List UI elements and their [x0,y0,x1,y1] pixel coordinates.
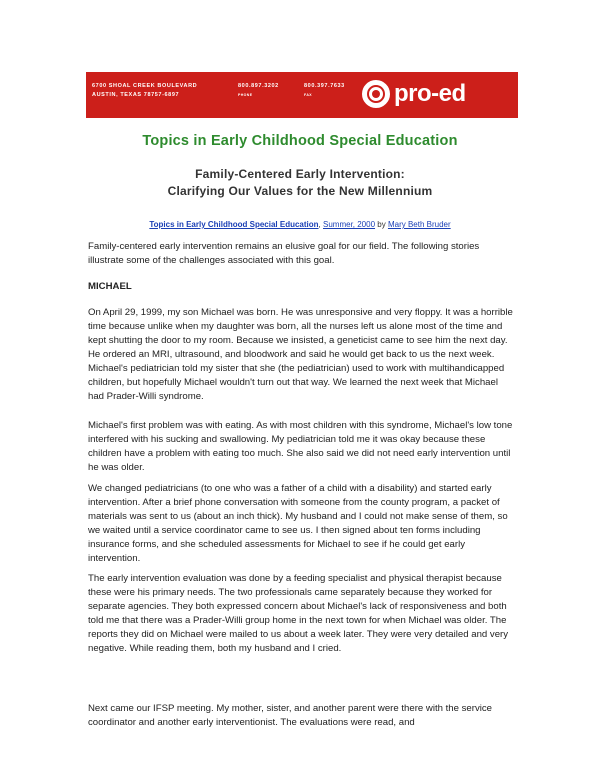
issue-link[interactable]: Summer, 2000 [323,220,376,229]
journal-title: Topics in Early Childhood Special Education [142,133,458,149]
address-line-1: 6700 SHOAL CREEK BOULEVARD [92,83,198,89]
pro-ed-seal-icon [362,80,390,108]
section-heading: MICHAEL [88,281,132,292]
publisher-address [92,82,197,100]
phone-label: PHONE [238,93,253,97]
fax-number: 800.397.7633 [304,83,345,89]
article-title [0,166,600,200]
article-title-line-1: Family-Centered Early Intervention: [195,167,405,181]
paragraph-1: On April 29, 1999, my son Michael was born. He was unresponsive and very floppy. It was a horrible time because unlike when my daughter was born, all the nurses left us alone most of the time and kept shutting the door to my room. Because we insisted, a geneticist came to see him the next day. He ordered an MRI, ultrasound, and bloodwork and said he would get back to us the next week. Michael's pediatrician told my sister that she (the pediatrician) used to work with multihandicapped children, but hopefully Michael wouldn't turn out that way. We learned the next week that Michael had Prader-Willi syndrome. [88,307,513,402]
article-title-line-2: Clarifying Our Values for the New Millennium [167,184,433,198]
phone-number: 800.897.3202 [238,83,279,89]
address-line-2: AUSTIN, TEXAS 78757-6897 [92,92,180,98]
paragraph-5: Next came our IFSP meeting. My mother, sister, and another parent were there with the service coordinator and another early interventionist. The evaluations were read, and [88,703,493,728]
paragraph-4: The early intervention evaluation was done by a feeding specialist and physical therapist because these were his primary needs. The two professionals came separately because they worked for separate agencies. They both expressed concern about Michael's lack of responsiveness and both told me that there was a Prader-Willi group home in the next town for when Michael was older. The reports they did on Michael were mailed to us about a week later. They were very detailed and very negative. While reading them, both my husband and I cried. [88,573,509,654]
byline: Topics in Early Childhood Special Education, Summer, 2000 by Mary Beth Bruder [149,220,451,229]
publisher-fax [304,82,345,100]
fax-label: FAX [304,93,313,97]
paragraph-3: We changed pediatricians (to one who was a father of a child with a disability) and started early intervention. After a brief phone conversation with someone from the county program, a packet of materials was sent to us (about an inch thick). My husband and I could not make sense of them, so we waited until a service coordinator came to see us. I then signed about ten forms including insurance forms, and she scheduled assessments for Michael to see if he could get early intervention. [88,483,508,564]
publisher-banner [86,72,518,118]
byline-by: by [377,220,386,229]
publisher-phone [238,82,279,100]
paragraph-2: Michael's first problem was with eating. As with most children with this syndrome, Michael's low tone interfered with his sucking and swallowing. My pediatrician told me it was okay because these children have a problem with eating too much. She also said we did not need early intervention until he was older. [88,420,513,473]
journal-link[interactable]: Topics in Early Childhood Special Education [149,220,319,229]
paragraph-intro: Family-centered early intervention remains an elusive goal for our field. The following stories illustrate some of the challenges associated with this goal. [88,241,480,266]
author-link[interactable]: Mary Beth Bruder [387,220,451,229]
pro-ed-logo: pro-ed [394,80,466,107]
